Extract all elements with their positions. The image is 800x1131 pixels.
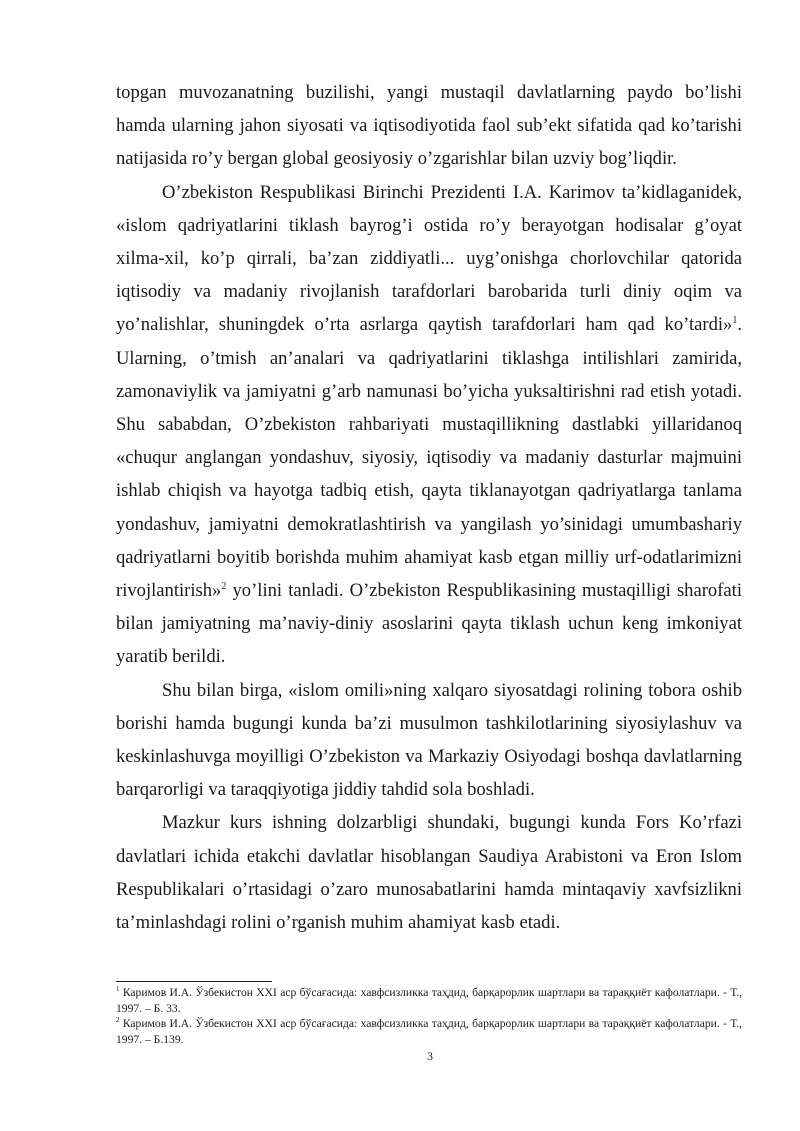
- paragraph-1: topgan muvozanatning buzilishi, yangi mustaqil davlatlarning paydo bo’lishi hamda ularning jahon siyosati va iqtisodiyotida faol sub’ekt sifatida qad ko’tarishi natijasida ro’y bergan global geosiyosiy o’zgarishlar bilan uzviy bog’liqdir.: [116, 82, 742, 170]
- footnote-ref-1[interactable]: 1: [732, 315, 738, 327]
- paragraph-2-part-a: O’zbekiston Respublikasi Birinchi Prezidenti I.A. Karimov ta’kidlaganidek, «islom qadriyatlarini tiklash bayrog’i ostida ro’y berayotgan hodisalar g’oyat xilma-xil, ko’p qirrali, ba’zan ziddiyatli... uyg’onishga chorlovchilar qatorida iqtisodiy va madaniy rivojlanish tarafdorlari barobarida turli diniy oqim va yo’nalishlar, shuningdek o’rta asrlarga qaytish tarafdorlari ham qad ko’tardi»: [116, 181, 742, 336]
- page-number: 3: [427, 1049, 433, 1063]
- footnote-mark-1: 1: [116, 985, 120, 994]
- paragraph-2: [116, 176, 742, 674]
- footnote-separator: [116, 981, 272, 982]
- paragraph-4: Mazkur kurs ishning dolzarbligi shundaki, bugungi kunda Fors Ko’rfazi davlatlari ichida etakchi davlatlar hisoblangan Saudiya Arabistoni va Eron Islom Respublikalari o’rtasidagi o’zaro munosabatlarini hamda mintaqaviy xavfsizlikni ta’minlashdagi rolini o’rganish muhim ahamiyat kasb etadi.: [116, 812, 742, 934]
- paragraph-3: Shu bilan birga, «islom omili»ning xalqaro siyosatdagi rolining tobora oshib borishi hamda bugungi kunda ba’zi musulmon tashkilotlarining siyosiylashuv va keskinlashuvga moyilligi O’zbekiston va Markaziy Osiyodagi boshqa davlatlarning barqarorligi va taraqqiyotiga jiddiy tahdid sola boshladi.: [116, 679, 742, 801]
- footnote-1: [116, 985, 742, 1016]
- footnote-text-1: Каримов И.А. Ўзбекистон XXI аср бўсағасида: хавфсизликка таҳдид, барқарорлик шартлари ва тараққиёт кафолатлари. - Т., 1997. – Б. 33.: [116, 986, 742, 1015]
- footnote-ref-2[interactable]: 2: [221, 580, 227, 592]
- paragraph-2-part-c: yo’lini tanladi. O’zbekiston Respublikasining mustaqilligi sharofati bilan jamiyatning ma’naviy-diniy asoslarini qayta tiklash uchun keng imkoniyat yaratib berildi.: [116, 580, 742, 668]
- footnote-text-2: Каримов И.А. Ўзбекистон XXI аср бўсағасида: хавфсизликка таҳдид, барқарорлик шартлари ва тараққиёт кафолатлари. - Т., 1997. – Б.139.: [116, 1017, 742, 1046]
- footnote-mark-2: 2: [116, 1016, 120, 1025]
- footnotes: [116, 985, 742, 1047]
- paragraph-2-part-b: . Ularning, o’tmish an’analari va qadriyatlarini tiklashga intilishlari zamirida, zamonaviylik va jamiyatni g’arb namunasi bo’yicha yuksaltirishni rad etish yotadi. Shu sababdan, O’zbekiston rahbariyati mustaqillikning dastlabki yillaridanoq «chuqur anglangan yondashuv, siyosiy, iqtisodiy va madaniy dasturlar majmuini ishlab chiqish va hayotga tadbiq etish, qayta tiklanayotgan qadriyatlarga tanlama yondashuv, jamiyatni demokratlashtirish va yangilash yo’sinidagi umumbashariy qadriyatlarni boyitib borishda muhim ahamiyat kasb etgan milliy urf-odatlarimizni rivojlantirish»: [116, 314, 742, 602]
- footnote-2: [116, 1016, 742, 1047]
- main-text: [116, 76, 742, 939]
